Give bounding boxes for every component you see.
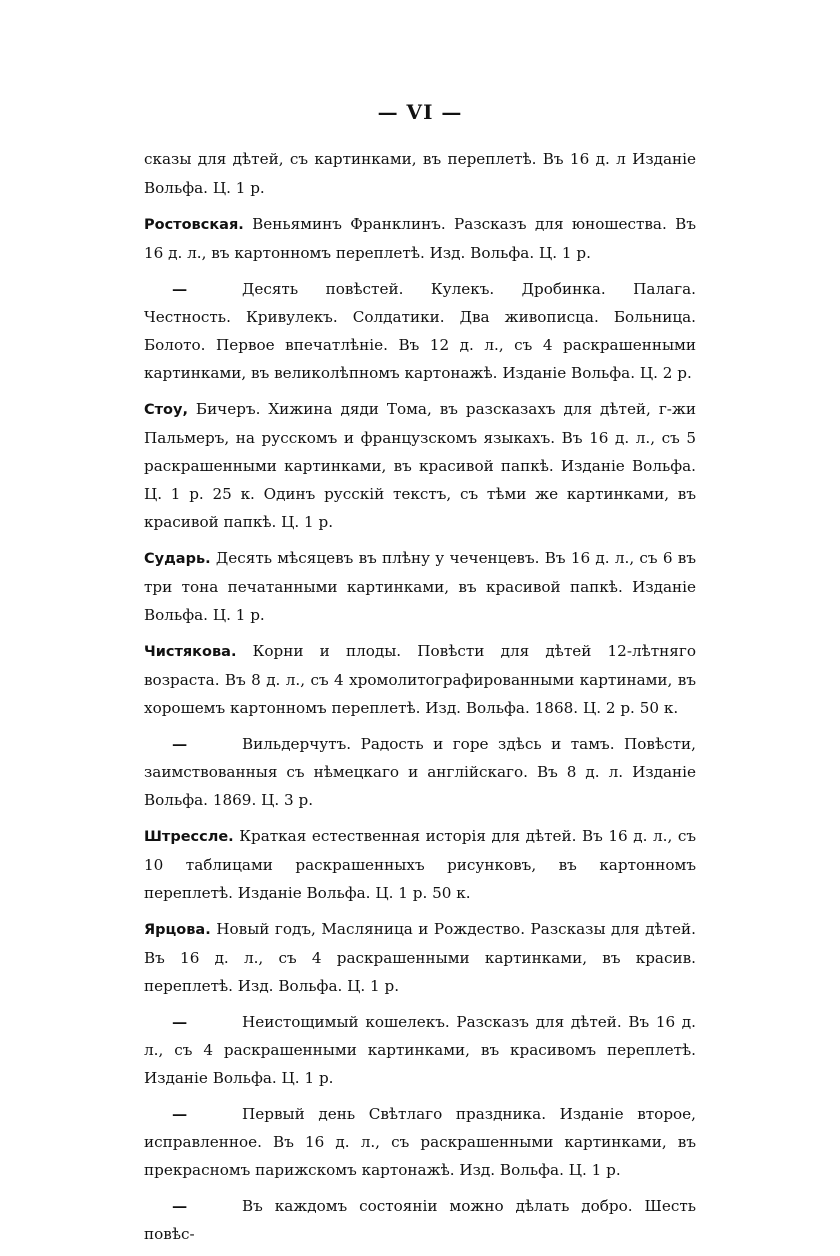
entry-author: Чистякова. [144, 644, 237, 660]
catalog-entry [144, 395, 696, 536]
entry-text: Бичеръ. Хижина дяди Тома, въ разсказахъ для дѣтей, г-жи Пальмеръ, на русскомъ и французскомъ языкахъ. Въ 16 д. л., съ 5 раскрашенными картинками, въ красивой папкѣ. Изданіе Вольфа. Ц. 1 р. 25 к. Одинъ русскій текстъ, съ тѣми же картинками, въ красивой папкѣ. Ц. 1 р. [144, 400, 696, 531]
entry-dash: — [172, 280, 188, 298]
catalog-entry [144, 730, 696, 814]
entry-text: Неистощимый кошелекъ. Разсказъ для дѣтей. Въ 16 д. л., съ 4 раскрашенными картинками, въ красивомъ переплетѣ. Изданіе Вольфа. Ц. 1 р. [144, 1013, 696, 1087]
catalog-entry [144, 1192, 696, 1248]
entry-text: Веньяминъ Франклинъ. Разсказъ для юношества. Въ 16 д. л., въ картонномъ переплетѣ. Изд. Вольфа. Ц. 1 р. [144, 215, 696, 262]
entry-author: Ярцова. [144, 922, 211, 938]
entry-author: Ростовская. [144, 217, 244, 233]
catalog-entry [144, 275, 696, 387]
catalog-entry [144, 145, 696, 202]
entry-text: Краткая естественная исторія для дѣтей. Въ 16 д. л., съ 10 таблицами раскрашенныхъ рисунковъ, въ картонномъ переплетѣ. Изданіе Вольфа. Ц. 1 р. 50 к. [144, 827, 696, 902]
entry-author: Штрессле. [144, 829, 234, 845]
entry-text: Десять повѣстей. Кулекъ. Дробинка. Палага. Честность. Кривулекъ. Солдатики. Два живописца. Больница. Болото. Первое впечатлѣніе. Въ 12 д. л., съ 4 раскрашенными картинками, въ великолѣпномъ картонажѣ. Изданіе Вольфа. Ц. 2 р. [144, 280, 696, 382]
entry-dash: — [172, 1105, 188, 1123]
entry-dash: — [172, 1197, 188, 1215]
catalog-entry [144, 544, 696, 629]
entry-text: Въ каждомъ состояніи можно дѣлать добро. Шесть повѣс- [144, 1197, 696, 1243]
catalog-entry [144, 637, 696, 722]
entry-text: сказы для дѣтей, съ картинками, въ переплетѣ. Въ 16 д. л Изданіе Вольфа. Ц. 1 р. [144, 150, 696, 197]
entry-text: Первый день Свѣтлаго праздника. Изданіе второе, исправленное. Въ 16 д. л., съ раскрашенными картинками, въ прекрасномъ парижскомъ картонажѣ. Изд. Вольфа. Ц. 1 р. [144, 1105, 696, 1179]
catalog-entry [144, 822, 696, 907]
catalog-entry [144, 1100, 696, 1184]
entry-author: Сударь. [144, 551, 211, 567]
entry-dash: — [172, 735, 188, 753]
entry-text: Десять мѣсяцевъ въ плѣну у чеченцевъ. Въ 16 д. л., съ 6 въ три тона печатанными картинками, въ красивой папкѣ. Изданіе Вольфа. Ц. 1 р. [144, 549, 696, 624]
entry-text: Корни и плоды. Повѣсти для дѣтей 12-лѣтняго возраста. Въ 8 д. л., съ 4 хромолитографированными картинами, въ хорошемъ картонномъ переплетѣ. Изд. Вольфа. 1868. Ц. 2 р. 50 к. [144, 642, 696, 717]
entry-author: Стоу, [144, 402, 188, 418]
entry-dash: — [172, 1013, 188, 1031]
catalog-listing [144, 145, 696, 1256]
entry-text: Вильдерчутъ. Радость и горе здѣсь и тамъ. Повѣсти, заимствованныя съ нѣмецкаго и англійскаго. Въ 8 д. л. Изданіе Вольфа. 1869. Ц. 3 р. [144, 735, 696, 809]
catalog-entry [144, 915, 696, 1000]
entry-text: Новый годъ, Масляница и Рождество. Разсказы для дѣтей. Въ 16 д. л., съ 4 раскрашенными картинками, въ красив. переплетѣ. Изд. Вольфа. Ц. 1 р. [144, 920, 696, 995]
page-number: — VI — [377, 100, 463, 124]
catalog-entry [144, 210, 696, 267]
catalog-entry [144, 1008, 696, 1092]
